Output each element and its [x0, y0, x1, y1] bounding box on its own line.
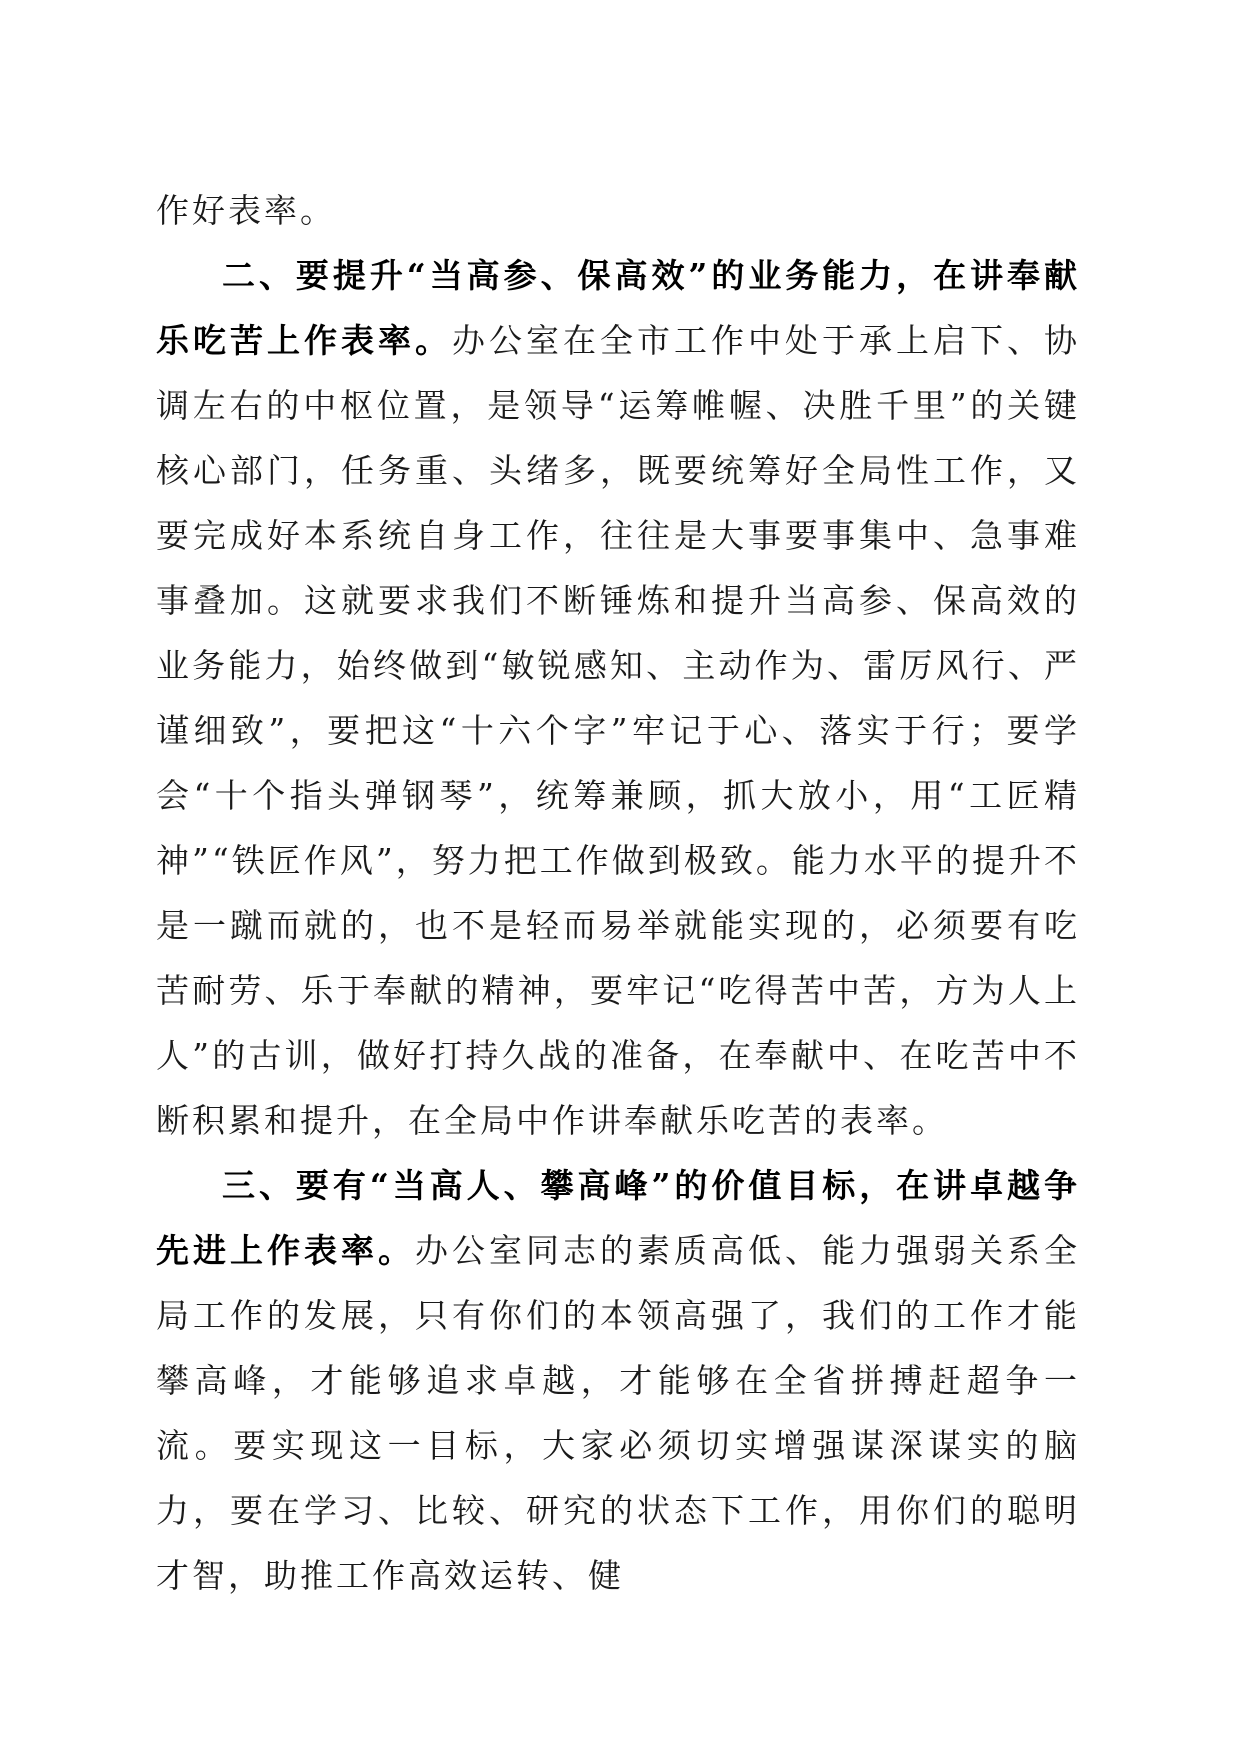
document-body [156, 178, 1080, 1608]
section-3-heading: 三、要有“当高人、攀高峰”的价值目标，在讲卓越争先进上作表率。 [156, 1166, 1080, 1270]
section-3-body: 办公室同志的素质高低、能力强弱关系全局工作的发展，只有你们的本领高强了，我们的工作才能攀高峰，才能够追求卓越，才能够在全省拼搏赶超争一流。要实现这一目标，大家必须切实增强谋深谋实的脑力，要在学习、比较、研究的状态下工作，用你们的聪明才智，助推工作高效运转、健 [156, 1231, 1080, 1595]
section-2-paragraph [156, 243, 1080, 1153]
section-2-heading: 二、要提升“当高参、保高效”的业务能力，在讲奉献乐吃苦上作表率。 [156, 256, 1080, 360]
continuation-paragraph: 作好表率。 [156, 191, 336, 230]
section-2-body: 办公室在全市工作中处于承上启下、协调左右的中枢位置，是领导“运筹帷幄、决胜千里”的关键核心部门，任务重、头绪多，既要统筹好全局性工作，又要完成好本系统自身工作，往往是大事要事集中、急事难事叠加。这就要求我们不断锤炼和提升当高参、保高效的业务能力，始终做到“敏锐感知、主动作为、雷厉风行、严谨细致”，要把这“十六个字”牢记于心、落实于行；要学会“十个指头弹钢琴”，统筹兼顾，抓大放小，用“工匠精神”“铁匠作风”，努力把工作做到极致。能力水平的提升不是一蹴而就的，也不是轻而易举就能实现的，必须要有吃苦耐劳、乐于奉献的精神，要牢记“吃得苦中苦，方为人上人”的古训，做好打持久战的准备，在奉献中、在吃苦中不断积累和提升，在全局中作讲奉献乐吃苦的表率。 [156, 321, 1080, 1140]
section-3-paragraph [156, 1153, 1080, 1608]
